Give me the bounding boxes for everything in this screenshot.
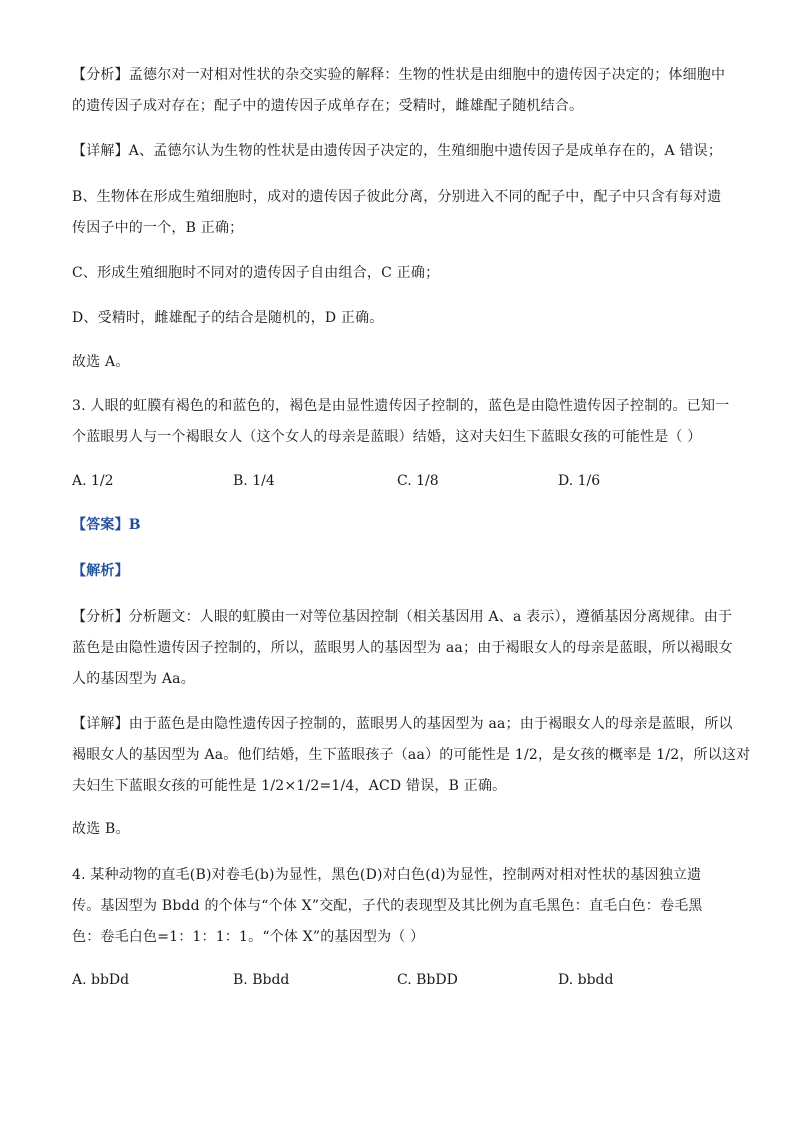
text-line: 蓝色是由隐性遗传因子控制的，所以，蓝眼男人的基因型为 aa；由于褐眼女人的母亲是蓝眼，所以褐眼女: [72, 640, 733, 656]
text-line: 【分析】孟德尔对一对相对性状的杂交实验的解释：生物的性状是由细胞中的遗传因子决定的；体细胞中: [72, 67, 726, 83]
analysis-paragraph: [72, 60, 724, 122]
explain-label: [72, 556, 724, 587]
answer-text: 【答案】B: [72, 517, 141, 533]
option-b[interactable]: B. Bbdd: [233, 972, 290, 988]
text-line: 个蓝眼男人与一个褐眼女人（这个女人的母亲是蓝眼）结婚，这对夫妇生下蓝眼女孩的可能性是（ ）: [72, 429, 702, 445]
text-line: 人的基因型为 Aa。: [72, 671, 195, 687]
option-c[interactable]: C. BbDD: [397, 972, 458, 988]
detail-line-d: [72, 303, 724, 334]
question-3-analysis: [72, 602, 733, 695]
question-3-stem: [72, 391, 730, 453]
option-c[interactable]: C. 1/8: [397, 473, 439, 489]
text-line: 故选 B。: [72, 821, 130, 837]
option-d[interactable]: D. 1/6: [558, 473, 601, 489]
question-3-detail: [72, 709, 751, 802]
detail-line-b: [72, 182, 724, 244]
text-line: D、受精时，雌雄配子的结合是随机的，D 正确。: [72, 310, 384, 326]
option-d[interactable]: D. bbdd: [558, 972, 614, 988]
text-line: C、形成生殖细胞时不同对的遗传因子自由组合，C 正确；: [72, 265, 440, 281]
text-line: B、生物体在形成生殖细胞时，成对的遗传因子彼此分离，分别进入不同的配子中，配子中只含有每对遗: [72, 189, 722, 205]
explain-text: 【解析】: [72, 563, 129, 579]
conclusion-b: [72, 814, 724, 845]
text-line: 的遗传因子成对存在；配子中的遗传因子成单存在；受精时，雌雄配子随机结合。: [72, 98, 584, 114]
text-line: 褐眼女人的基因型为 Aa。他们结婚，生下蓝眼孩子（aa）的可能性是 1/2，是女孩的概率是 1/2，所以这对: [72, 747, 751, 763]
question-4-options: [72, 972, 724, 992]
text-line: 【详解】A、孟德尔认为生物的性状是由遗传因子决定的，生殖细胞中遗传因子是成单存在的，A 错误；: [72, 143, 723, 159]
option-a[interactable]: A. 1/2: [72, 473, 114, 489]
text-line: 夫妇生下蓝眼女孩的可能性是 1/2×1/2=1/4，ACD 错误，B 正确。: [72, 778, 507, 794]
option-a[interactable]: A. bbDd: [72, 972, 130, 988]
question-3-options: [72, 473, 724, 493]
answer-label: [72, 510, 724, 541]
conclusion-a: [72, 347, 724, 378]
option-b[interactable]: B. 1/4: [233, 473, 275, 489]
detail-line-c: [72, 258, 724, 289]
text-line: 传。基因型为 Bbdd 的个体与“个体 X”交配，子代的表现型及其比例为直毛黑色：直毛白色：卷毛黑: [72, 898, 703, 914]
text-line: 3. 人眼的虹膜有褐色的和蓝色的，褐色是由显性遗传因子控制的，蓝色是由隐性遗传因子控制的。已知一: [72, 398, 730, 414]
text-line: 【详解】由于蓝色是由隐性遗传因子控制的，蓝眼男人的基因型为 aa；由于褐眼女人的母亲是蓝眼，所以: [72, 716, 733, 732]
text-line: 【分析】分析题文：人眼的虹膜由一对等位基因控制（相关基因用 A、a 表示），遵循基因分离规律。由于: [72, 609, 733, 625]
text-line: 色：卷毛白色=1：1：1：1。“个体 X”的基因型为（ ）: [72, 929, 425, 945]
text-line: 4. 某种动物的直毛(B)对卷毛(b)为显性，黑色(D)对白色(d)为显性，控制两对相对性状的基因独立遗: [72, 867, 702, 883]
text-line: 故选 A。: [72, 354, 130, 370]
detail-line-a: [72, 136, 724, 167]
text-line: 传因子中的一个，B 正确；: [72, 220, 244, 236]
question-4-stem: [72, 860, 724, 953]
